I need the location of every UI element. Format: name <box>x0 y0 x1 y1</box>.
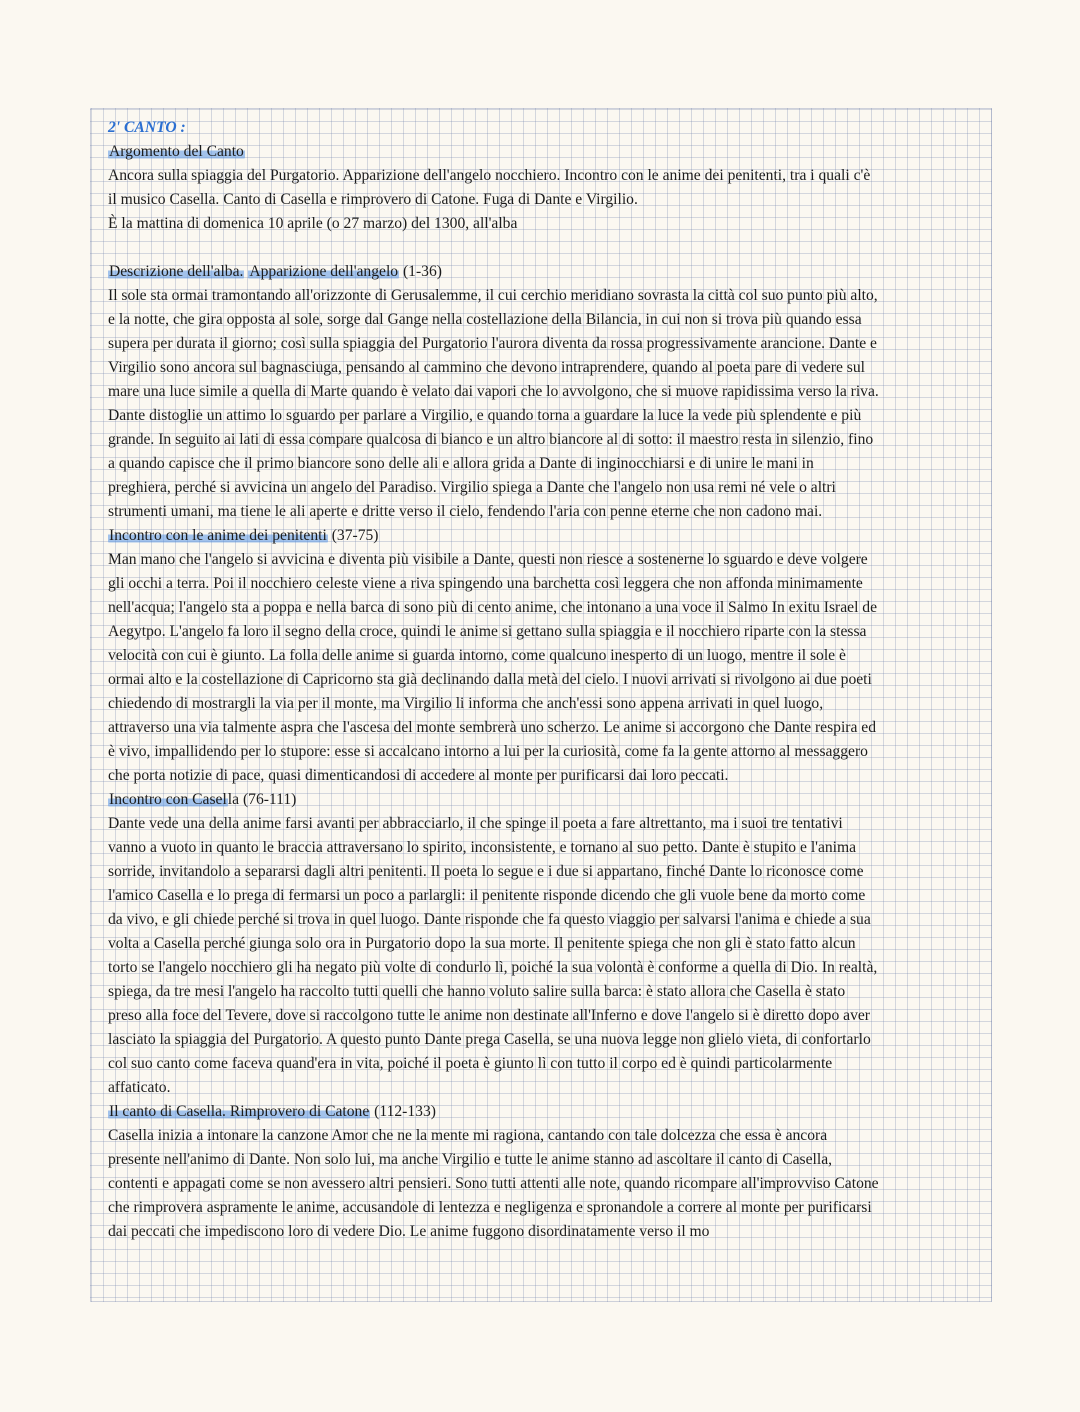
section-paragraph-casella <box>108 812 974 1100</box>
text-line: gli occhi a terra. Poi il nocchiero celeste viene a riva spingendo una barchetta così leggera che non affonda minimamente <box>108 575 863 592</box>
blank-line <box>108 236 974 260</box>
text-line: attraverso una via talmente aspra che l'ascesa del monte sembrerà uno scherzo. Le anime si accorgono che Dante respira ed <box>108 719 877 736</box>
section-heading-alba <box>108 260 974 284</box>
text-line: lasciato la spiaggia del Purgatorio. A questo punto Dante prega Casella, se una nuova legge non glielo vieta, di confortarlo <box>108 1031 871 1048</box>
text-line: sorride, invitandolo a separarsi dagli altri penitenti. Il poeta lo segue e i due si appartano, finché Dante lo riconosce come <box>108 863 864 880</box>
text-line: spiega, da tre mesi l'angelo ha raccolto tutti quelli che hanno voluto salire sulla barca: è stato allora che Casella è stato <box>108 983 846 1000</box>
text-line: preso alla foce del Tevere, dove si raccolgono tutte le anime non destinate all'Inferno e dove l'angelo si è diretto dopo aver <box>108 1007 870 1024</box>
text-line: Virgilio sono ancora sul bagnasciuga, pensando al cammino che devono intraprendere, quando al poeta pare di vedere sul <box>108 359 865 376</box>
text-line: a quando capisce che il primo biancore sono delle ali e allora grida a Dante di inginocchiarsi e di unire le mani in <box>108 455 814 472</box>
text-line: Man mano che l'angelo si avvicina e diventa più visibile a Dante, questi non riesce a sostenerne lo sguardo e deve volgere <box>108 551 868 568</box>
text-line: Casella inizia a intonare la canzone Amor che ne la mente mi ragiona, cantando con tale dolcezza che essa è ancora <box>108 1127 828 1144</box>
text-line: chiedendo di mostrargli la via per il monte, ma Virgilio li informa che anch'essi sono appena arrivati in quel luogo, <box>108 695 824 712</box>
text-line: dai peccati che impediscono loro di vedere Dio. Le anime fuggono disordinatamente verso il mo <box>108 1223 710 1240</box>
section-heading-highlight: Incontro con le anime dei penitenti <box>109 527 327 544</box>
section-paragraph-penitenti <box>108 548 974 788</box>
text-line: torto se l'angelo nocchiero gli ha negato più volte di condurlo lì, poiché la sua volontà è conforme a quella di Dio. In realtà, <box>108 959 878 976</box>
text-line: presente nell'animo di Dante. Non solo lui, ma anche Virgilio e tutte le anime stanno ad ascoltare il canto di Casella, <box>108 1151 833 1168</box>
section-heading-catone <box>108 1100 974 1124</box>
notes-text <box>108 116 974 1244</box>
section-heading-verses: la (76-111) <box>227 791 297 808</box>
argomento-heading: Argomento del Canto <box>109 143 244 160</box>
section-paragraph-alba <box>108 284 974 524</box>
text-line: affaticato. <box>108 1079 171 1096</box>
text-line: e la notte, che gira opposta al sole, sorge dal Gange nella costellazione della Bilancia, in cui non si trova più quando essa <box>108 311 862 328</box>
text-line: col suo canto come faceva quand'era in vita, poiché il poeta è giunto lì con tutto il corpo ed è quindi particolarmente <box>108 1055 833 1072</box>
text-line: preghiera, perché si avvicina un angelo del Paradiso. Virgilio spiega a Dante che l'angelo non usa remi né vele o altri <box>108 479 836 496</box>
text-line: volta a Casella perché giunga solo ora in Purgatorio dopo la sua morte. Il penitente spiega che non gli è stato fatto alcun <box>108 935 856 952</box>
text-line: supera per durata il giorno; così sulla spiaggia del Purgatorio l'aurora diventa da rossa progressivamente arancione. Dante e <box>108 335 877 352</box>
text-line: Il sole sta ormai tramontando all'orizzonte di Gerusalemme, il cui cerchio meridiano sovrasta la città col suo punto più alto, <box>108 287 878 304</box>
text-line: Ancora sulla spiaggia del Purgatorio. Apparizione dell'angelo nocchiero. Incontro con le anime dei penitenti, tra i quali c'è <box>108 167 871 184</box>
text-line: Aegytpo. L'angelo fa loro il segno della croce, quindi le anime si gettano sulla spiaggia e il nocchiero riparte con la stessa <box>108 623 867 640</box>
section-heading-verses: (112-133) <box>370 1103 436 1120</box>
argomento-paragraph <box>108 164 974 236</box>
canto-title: 2' CANTO : <box>108 119 186 136</box>
section-heading-penitenti <box>108 524 974 548</box>
text-line: vanno a vuoto in quanto le braccia attraversano lo spirito, inconsistente, e tornano al suo petto. Dante è stupito e l'anima <box>108 839 857 856</box>
section-heading-highlight: Descrizione dell'alba. <box>109 263 244 280</box>
section-heading-highlight: Incontro con Casel <box>109 791 227 808</box>
text-line: mare una luce simile a quella di Marte quando è velato dai vapori che lo avvolgono, che si muove rapidissima verso la riva. <box>108 383 879 400</box>
section-paragraph-catone <box>108 1124 974 1244</box>
section-heading-verses: (1-36) <box>399 263 442 280</box>
section-heading-casella <box>108 788 974 812</box>
text-line: ormai alto e la costellazione di Capricorno sta già declinando dalla metà del cielo. I nuovi arrivati si rivolgono ai due poeti <box>108 671 872 688</box>
text-line: che porta notizie di pace, quasi dimenticandosi di accedere al monte per purificarsi dai loro peccati. <box>108 767 729 784</box>
text-line: contenti e appagati come se non avessero altri pensieri. Sono tutti attenti alle note, quando ricompare all'improvviso Catone <box>108 1175 879 1192</box>
text-line: il musico Casella. Canto di Casella e rimprovero di Catone. Fuga di Dante e Virgilio. <box>108 191 638 208</box>
argomento-heading-line <box>108 140 974 164</box>
text-line: grande. In seguito ai lati di essa compare qualcosa di bianco e un altro biancore al di sotto: il maestro resta in silenzio, fino <box>108 431 874 448</box>
section-heading-highlight: Il canto di Casella. Rimprovero di Catone <box>109 1103 370 1120</box>
section-heading-highlight: Apparizione dell'angelo <box>249 263 399 280</box>
text-line: l'amico Casella e lo prega di fermarsi un poco a parlargli: il penitente risponde dicendo che gli vuole bene da morto come <box>108 887 866 904</box>
text-line: da vivo, e gli chiede perché si trova in quel luogo. Dante risponde che fa questo viaggio per salvarsi l'anima e chiede a sua <box>108 911 871 928</box>
text-line: Dante vede una della anime farsi avanti per abbracciarlo, il che spinge il poeta a fare altrettanto, ma i suoi tre tentativi <box>108 815 843 832</box>
text-line: che rimprovera aspramente le anime, accusandole di lentezza e negligenza e spronandole a correre al monte per purificarsi <box>108 1199 872 1216</box>
text-line: velocità con cui è giunto. La folla delle anime si guarda intorno, come qualcuno inesperto di un luogo, mentre il sole è <box>108 647 846 664</box>
section-heading-verses: (37-75) <box>327 527 379 544</box>
text-line: Dante distoglie un attimo lo sguardo per parlare a Virgilio, e quando torna a guardare la luce la vede più splendente e più <box>108 407 862 424</box>
canto-title-line <box>108 116 974 140</box>
text-line: È la mattina di domenica 10 aprile (o 27 marzo) del 1300, all'alba <box>108 215 518 232</box>
text-line: strumenti umani, ma tiene le ali aperte e dritte verso il cielo, fendendo l'aria con penne eterne che non cadono mai. <box>108 503 823 520</box>
text-line: è vivo, impallidendo per lo stupore: esse si accalcano intorno a lui per la curiosità, come fa la gente attorno al messaggero <box>108 743 868 760</box>
text-line: nell'acqua; l'angelo sta a poppa e nella barca di sono più di cento anime, che intonano a una voce il Salmo In exitu Israel de <box>108 599 878 616</box>
